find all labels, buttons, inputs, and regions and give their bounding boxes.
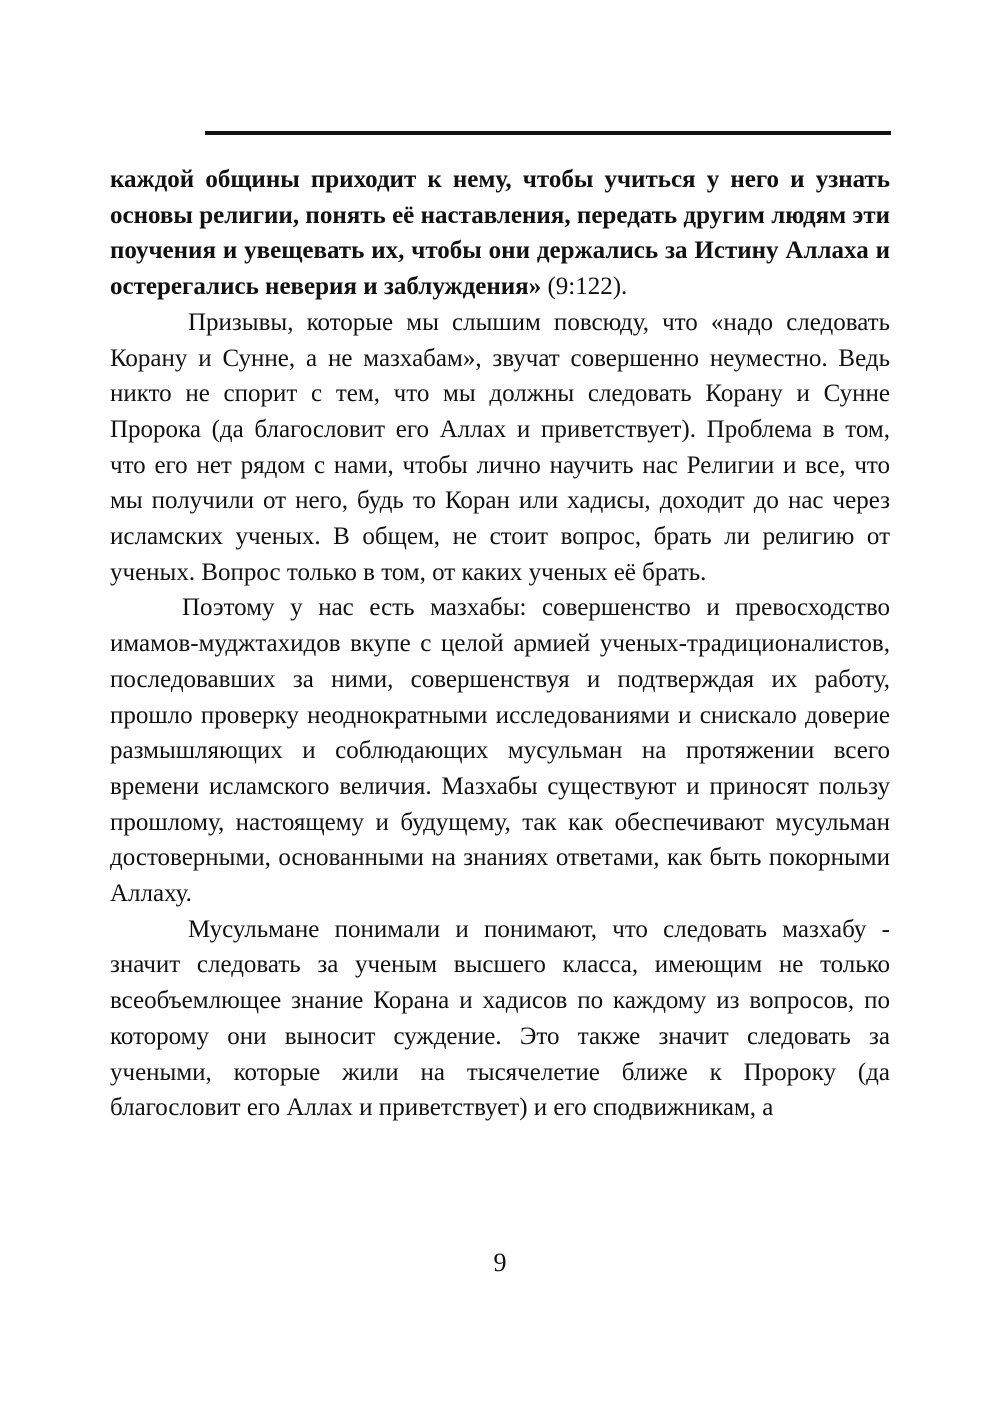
paragraph-3: Мусульмане понимали и понимают, что следовать мазхабу - значит следовать за ученым высшего класса, имеющим не только всеобъемлющее знание Корана и хадисов по каждому из вопросов, по которому они выносит суждение. Это также значит следовать за учеными, которые жили на тысячелетие ближе к Пророку (да благословит его Аллах и приветствует) и его сподвижникам, а (110, 915, 890, 1122)
quote-reference: (9:122). (541, 273, 628, 301)
page-number: 9 (493, 1248, 507, 1277)
header-rule (205, 131, 891, 135)
quote-paragraph (110, 162, 890, 305)
quran-quote: каждой общины приходит к нему, чтобы учиться у него и узнать основы религии, понять её наставления, передать другим людям эти поучения и увещевать их, чтобы они держались за Истину Аллаха и остерегались неверия и заблуждения» (110, 166, 890, 301)
paragraph-1: Призывы, которые мы слышим повсюду, что «надо следовать Корану и Сунне, а не мазхабам», звучат совершенно неуместно. Ведь никто не спорит с тем, что мы должны следовать Корану и Сунне Пророка (да благословит его Аллах и приветствует). Проблема в том, что его нет рядом с нами, чтобы лично научить нас Религии и все, что мы получили от него, будь то Коран или хадисы, доходит до нас через исламских ученых. В общем, не стоит вопрос, брать ли религию от ученых. Вопрос только в том, от каких ученых её брать. (110, 308, 890, 586)
paragraph-2: Поэтому у нас есть мазхабы: совершенство и превосходство имамов-муджтахидов вкупе с целой армией ученых-традиционалистов, последовавших за ними, совершенствуя и подтверждая их работу, прошло проверку неоднократными исследованиями и снискало доверие размышляющих и соблюдающих мусульман на протяжении всего времени исламского величия. Мазхабы существуют и приносят пользу прошлому, настоящему и будущему, так как обеспечивают мусульман достоверными, основанными на знаниях ответами, как быть покорными Аллаху. (110, 594, 890, 908)
body-text (110, 162, 890, 1126)
